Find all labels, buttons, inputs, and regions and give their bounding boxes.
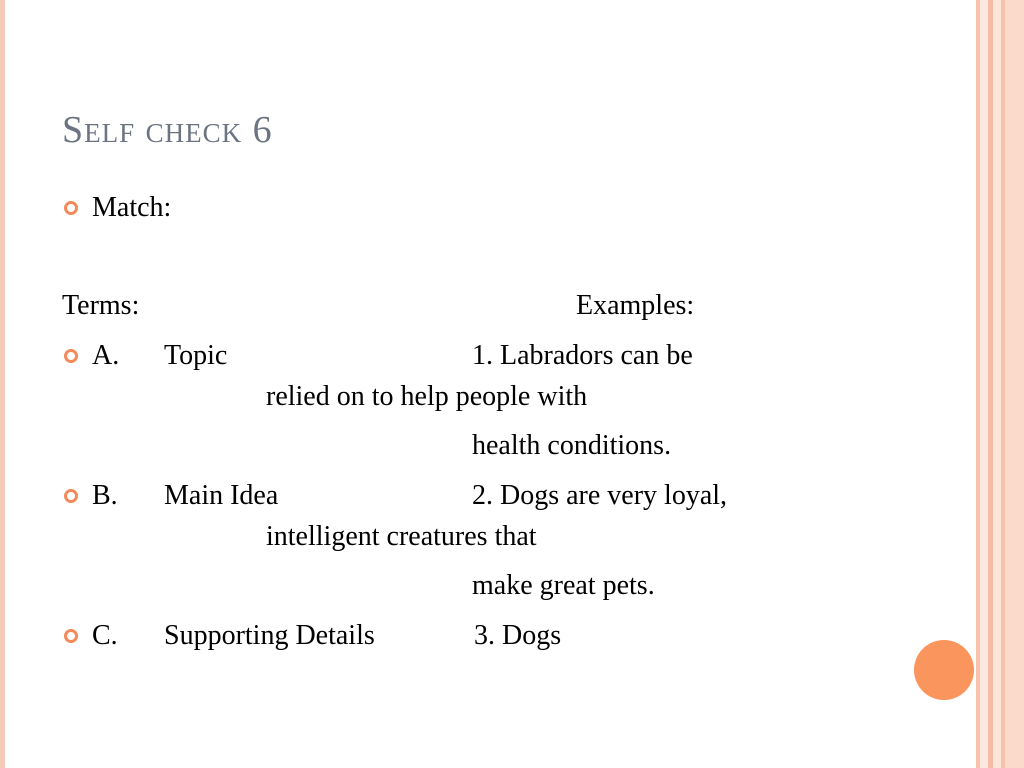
slide-title: Self check 6 (62, 109, 273, 151)
terms-header: Terms: (62, 290, 140, 321)
bullet-icon (64, 201, 78, 215)
item-example: make great pets. (472, 570, 655, 601)
bullet-icon (64, 629, 78, 643)
item-example: health conditions. (472, 430, 672, 461)
left-border (0, 0, 5, 768)
item-example: 3. Dogs (474, 620, 562, 651)
bullet-icon (64, 489, 78, 503)
item-letter: B. (92, 480, 118, 511)
item-example: 2. Dogs are very loyal, (472, 480, 728, 511)
bullet-icon (64, 349, 78, 363)
item-term: Main Idea (164, 480, 279, 511)
item-term: Supporting Details (164, 620, 375, 651)
right-border-stripe (993, 0, 1001, 768)
item-term: Topic (164, 340, 228, 371)
item-example: 1. Labradors can be (472, 340, 693, 371)
item-example: intelligent creatures that (266, 521, 537, 552)
item-example: relied on to help people with (266, 381, 588, 412)
prompt-text: Match: (92, 192, 172, 223)
item-letter: C. (92, 620, 118, 651)
right-border-stripe (1005, 0, 1024, 768)
right-border-stripe (980, 0, 988, 768)
item-letter: A. (92, 340, 120, 371)
decorative-circle (914, 640, 974, 700)
examples-header: Examples: (576, 290, 695, 321)
